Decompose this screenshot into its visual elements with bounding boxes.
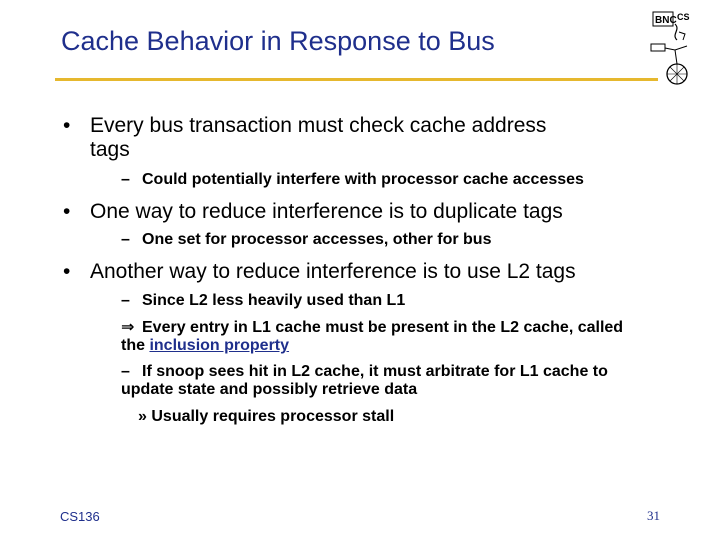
logo-bnc-text: BNC xyxy=(655,15,677,26)
bullet-1-text-line1: Every bus transaction must check cache address xyxy=(90,114,547,137)
bullet-1-sub-1-text: Could potentially interfere with processor cache accesses xyxy=(142,171,584,188)
bullet-glyph: • xyxy=(63,114,71,137)
dash-glyph: – xyxy=(121,363,130,380)
bullet-3-subsub xyxy=(138,408,698,426)
bullet-3-sub-a-text: Since L2 less heavily used than L1 xyxy=(142,292,406,309)
title-underline xyxy=(55,78,658,81)
implies-glyph: ⇒ xyxy=(121,319,135,336)
bullet-3-implies xyxy=(121,319,701,355)
bullet-1-sub-1 xyxy=(121,171,701,189)
bullet-2 xyxy=(63,200,703,224)
bullet-2-text: One way to reduce interference is to duplicate tags xyxy=(90,200,563,223)
bullet-3-sub-b xyxy=(121,363,701,399)
dash-glyph: – xyxy=(121,292,130,309)
bullet-2-sub-1-text: One set for processor accesses, other for bus xyxy=(142,231,492,248)
bullet-3-sub-b-line2: update state and possibly retrieve data xyxy=(121,381,418,398)
bullet-glyph: • xyxy=(63,200,71,223)
footer-course: CS136 xyxy=(60,509,100,524)
slide-title: Cache Behavior in Response to Bus xyxy=(61,26,495,56)
bullet-3-text: Another way to reduce interference is to use L2 tags xyxy=(90,260,576,283)
bullet-3-subsub-text: Usually requires processor stall xyxy=(151,408,395,425)
bullet-3-implies-line2-prefix: the xyxy=(121,337,150,354)
page-number: 31 xyxy=(647,508,660,523)
bullet-3 xyxy=(63,260,703,284)
bullet-2-sub-1 xyxy=(121,231,701,249)
dash-glyph: – xyxy=(121,231,130,248)
dash-glyph: – xyxy=(121,171,130,188)
logo-cs-text: CS xyxy=(677,12,690,22)
bullet-3-implies-line1: Every entry in L1 cache must be present in the L2 cache, called xyxy=(142,319,624,336)
bullet-1-text-line2: tags xyxy=(90,138,130,161)
bullet-glyph: • xyxy=(63,260,71,283)
bullet-3-sub-a xyxy=(121,292,701,310)
bullet-1 xyxy=(63,114,703,162)
bicycle-logo-icon xyxy=(645,10,705,90)
subsub-glyph: » xyxy=(138,408,147,425)
inclusion-property-link[interactable]: inclusion property xyxy=(149,337,290,354)
bullet-3-sub-b-line1: If snoop sees hit in L2 cache, it must arbitrate for L1 cache to xyxy=(142,363,608,380)
